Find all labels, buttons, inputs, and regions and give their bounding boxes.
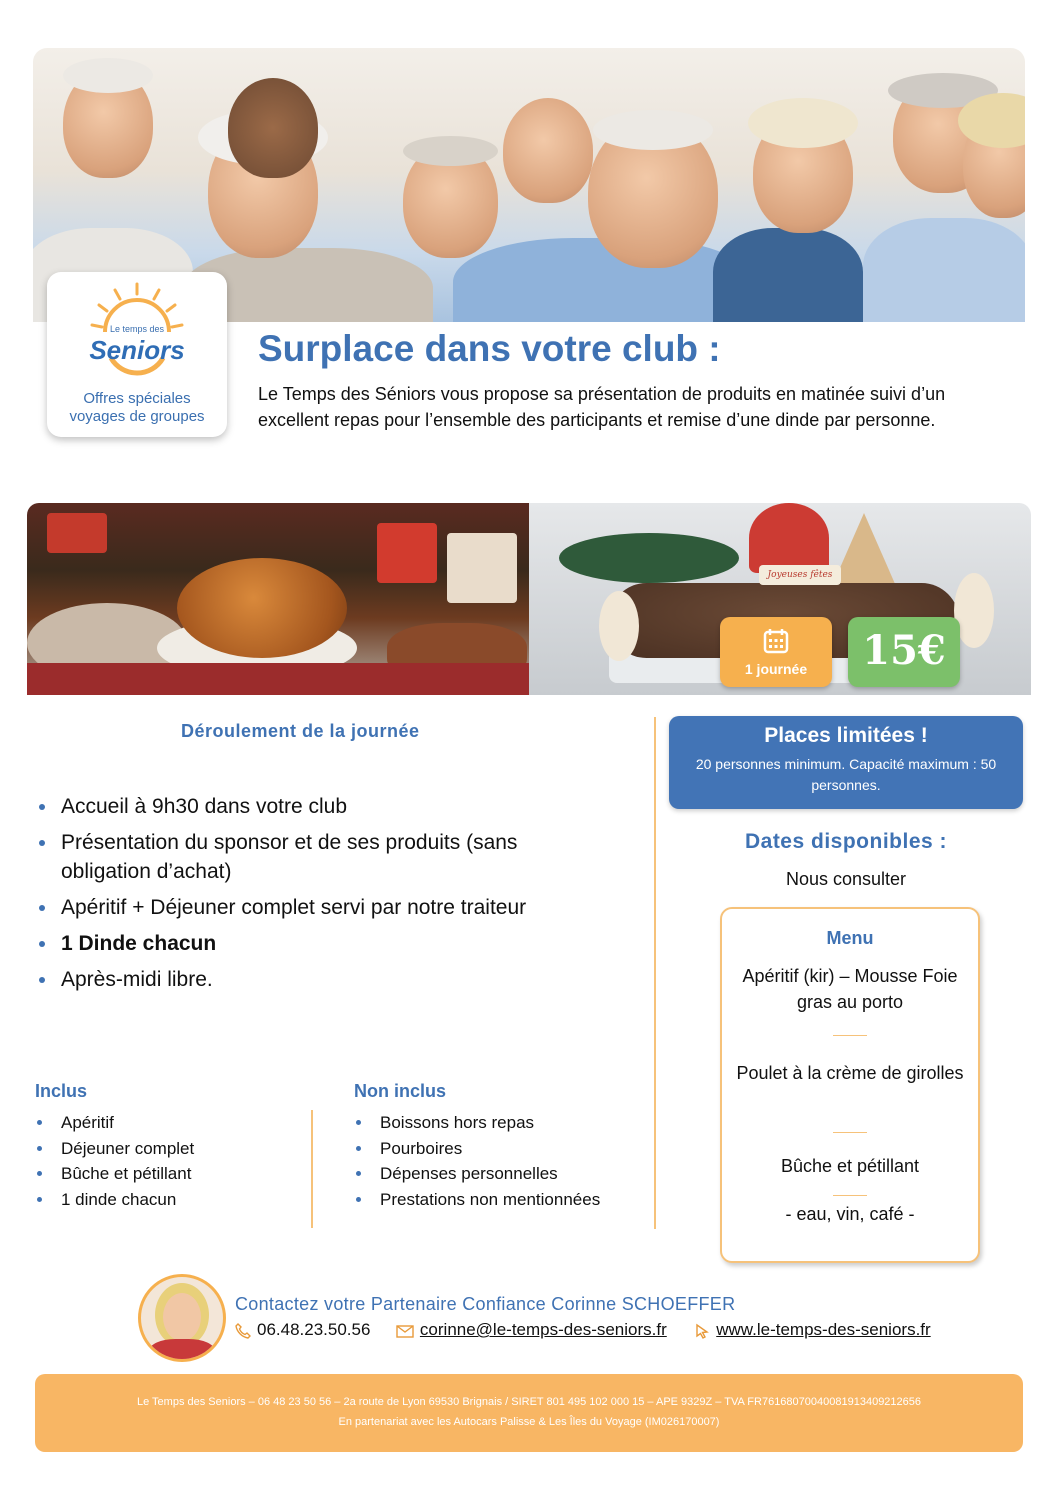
price-label: 15€ bbox=[862, 627, 946, 674]
menu-divider bbox=[833, 1195, 867, 1196]
email-link[interactable]: corinne@le-temps-des-seniors.fr bbox=[419, 1320, 667, 1339]
menu-course: Apéritif (kir) – Mousse Foie gras au porto bbox=[742, 966, 958, 1012]
menu-course: Poulet à la crème de girolles bbox=[736, 1063, 964, 1083]
day-program-title: Déroulement de la journée bbox=[181, 721, 420, 741]
list-item: Apéritif + Déjeuner complet servi par notre traiteur bbox=[35, 893, 595, 922]
logo-small-text: Le temps des bbox=[109, 324, 165, 334]
footer-partner-line: En partenariat avec les Autocars Palisse & Les Îles du Voyage (IM026170007) bbox=[338, 1416, 720, 1428]
footer bbox=[35, 1374, 1023, 1452]
intro-text: Le Temps des Séniors vous propose sa présentation de produits en matinée suivi d’un excellent repas pour l’ensemble des participants et remise d’une dinde par personne. bbox=[258, 384, 946, 430]
list-item: Après-midi libre. bbox=[35, 965, 595, 994]
day-program-list bbox=[35, 792, 595, 1001]
list-item: Pourboires bbox=[354, 1136, 644, 1162]
column-divider bbox=[654, 717, 656, 1229]
list-item: 1 dinde chacun bbox=[35, 1187, 295, 1213]
included-list bbox=[35, 1110, 295, 1212]
places-title: Places limitées ! bbox=[764, 724, 928, 747]
avatar bbox=[138, 1274, 226, 1362]
footer-legal-line: Le Temps des Seniors – 06 48 23 50 56 – 2a route de Lyon 69530 Brignais / SIRET 801 495 102 000 15 – APE 9329Z – TVA FR76168070040081913409212656 bbox=[136, 1396, 922, 1408]
email-icon bbox=[396, 1324, 414, 1338]
list-item: 1 Dinde chacun bbox=[35, 929, 595, 958]
dates-text: Nous consulter bbox=[785, 869, 907, 889]
menu-title: Menu bbox=[826, 928, 874, 948]
menu-divider bbox=[833, 1035, 867, 1036]
list-item: Accueil à 9h30 dans votre club bbox=[35, 792, 595, 821]
page-title: Surplace dans votre club : bbox=[258, 328, 721, 369]
divider bbox=[311, 1110, 313, 1228]
places-text: 20 personnes minimum. Capacité maximum : 50 personnes. bbox=[695, 756, 997, 793]
list-item: Déjeuner complet bbox=[35, 1136, 295, 1162]
logo-tagline bbox=[47, 390, 227, 426]
duration-badge bbox=[720, 617, 832, 687]
places-info-box bbox=[669, 716, 1023, 809]
phone-icon bbox=[235, 1323, 251, 1339]
website-link[interactable]: www.le-temps-des-seniors.fr bbox=[716, 1320, 931, 1339]
price-badge bbox=[848, 617, 960, 687]
not-included-title: Non inclus bbox=[354, 1081, 447, 1101]
included-title: Inclus bbox=[35, 1081, 88, 1101]
menu-divider bbox=[833, 1132, 867, 1133]
not-included-list bbox=[354, 1110, 644, 1212]
duration-label: 1 journée bbox=[744, 661, 808, 677]
cake-sign-text: Joyeuses fêtes bbox=[759, 565, 841, 585]
phone-number[interactable]: 06.48.23.50.56 bbox=[257, 1320, 371, 1339]
calendar-icon bbox=[763, 628, 789, 654]
contact-details bbox=[235, 1320, 931, 1340]
list-item: Bûche et pétillant bbox=[35, 1161, 295, 1187]
logo-tagline-line-1: Offres spéciales bbox=[83, 390, 191, 407]
dates-title: Dates disponibles : bbox=[744, 830, 948, 853]
menu-course: Bûche et pétillant bbox=[780, 1156, 920, 1176]
logo-card bbox=[47, 272, 227, 437]
list-item: Prestations non mentionnées bbox=[354, 1187, 644, 1213]
list-item: Présentation du sponsor et de ses produits (sans obligation d’achat) bbox=[35, 828, 595, 886]
contact-title: Contactez votre Partenaire Confiance Corinne SCHOEFFER bbox=[235, 1294, 736, 1314]
logo-tagline-line-2: voyages de groupes bbox=[69, 408, 205, 425]
list-item: Boissons hors repas bbox=[354, 1110, 644, 1136]
turkey-dinner-photo bbox=[27, 503, 529, 695]
list-item: Dépenses personnelles bbox=[354, 1161, 644, 1187]
list-item: Apéritif bbox=[35, 1110, 295, 1136]
cursor-icon bbox=[694, 1323, 710, 1339]
logo-brand-text: Seniors bbox=[89, 335, 185, 365]
menu-course: - eau, vin, café - bbox=[785, 1204, 915, 1224]
menu-box bbox=[720, 907, 980, 1263]
